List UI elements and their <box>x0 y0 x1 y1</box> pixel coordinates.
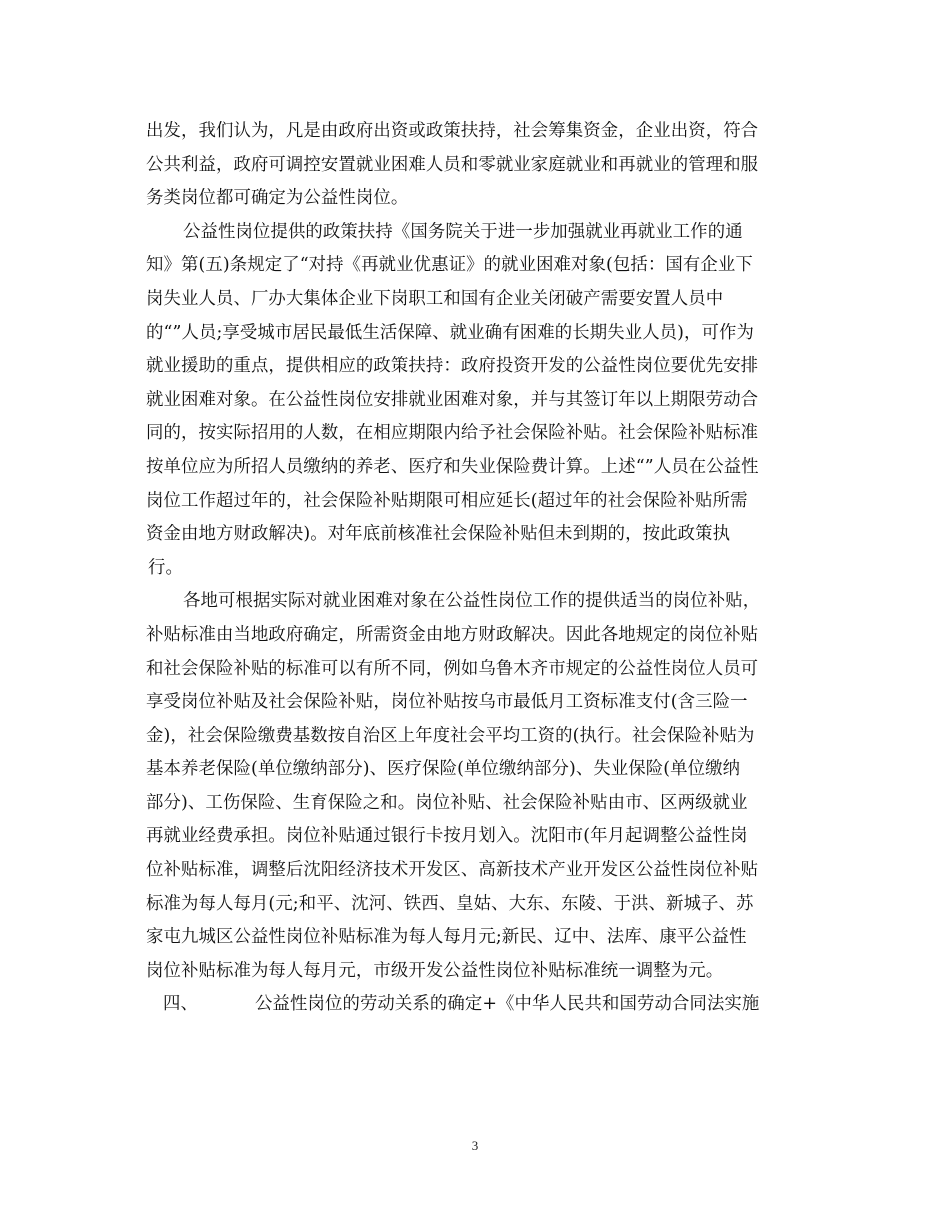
text-line: 标准为每人每月(元;和平、沈河、铁西、皇姑、大东、东陵、于洪、新城子、苏 <box>146 893 754 914</box>
paragraph-start-line: 各地可根据实际对就业困难对象在公益性岗位工作的提供适当的岗位补贴， <box>183 591 761 612</box>
section-number: 四、 <box>163 994 198 1015</box>
text-line: 知》第(五)条规定了“对持《再就业优惠证》的就业困难对象(包括：国有企业下 <box>146 255 753 276</box>
text-line: 按单位应为所招人员缴纳的养老、医疗和失业保险费计算。上述“”人员在公益性 <box>146 456 759 477</box>
text-line: 和社会保险补贴的标准可以有所不同，例如乌鲁木齐市规定的公益性岗位人员可 <box>146 658 759 679</box>
text-line: 补贴标准由当地政府确定，所需资金由地方财政解决。因此各地规定的岗位补贴 <box>146 624 759 645</box>
paragraph-start-line: 公益性岗位提供的政策扶持《国务院关于进一步加强就业再就业工作的通 <box>183 221 743 242</box>
text-line: 公共利益，政府可调控安置就业困难人员和零就业家庭就业和再就业的管理和服 <box>146 154 759 175</box>
text-line: 享受岗位补贴及社会保险补贴，岗位补贴按乌市最低月工资标准支付(含三险一 <box>146 692 748 713</box>
text-line: 的“”人员;享受城市居民最低生活保障、就业确有困难的长期失业人员)，可作为 <box>146 322 755 343</box>
text-line: 金)，社会保险缴费基数按自治区上年度社会平均工资的(执行。社会保险补贴为 <box>146 725 755 746</box>
text-line: 行。 <box>148 557 183 578</box>
text-line: 出发，我们认为，凡是由政府出资或政策扶持，社会筹集资金，企业出资，符合 <box>146 121 759 141</box>
text-line: 岗位工作超过年的，社会保险补贴期限可相应延长(超过年的社会保险补贴所需 <box>146 490 748 511</box>
text-line: 同的，按实际招用的人数，在相应期限内给予社会保险补贴。社会保险补贴标准 <box>146 423 759 444</box>
section-heading <box>146 988 811 1022</box>
page-number: 3 <box>471 1138 479 1153</box>
text-line: 就业援助的重点，提供相应的政策扶持：政府投资开发的公益性岗位要优先安排 <box>146 356 759 377</box>
text-line: 基本养老保险(单位缴纳部分)、医疗保险(单位缴纳部分)、失业保险(单位缴纳 <box>146 759 741 780</box>
text-line: 资金由地方财政解决)。对年底前核准社会保险补贴但未到期的，按此政策执 <box>146 524 731 545</box>
text-line: 岗失业人员、厂办大集体企业下岗职工和国有企业关闭破产需要安置人员中 <box>146 288 724 309</box>
text-line: 家屯九城区公益性岗位补贴标准为每人每月元;新民、辽中、法库、康平公益性 <box>146 927 747 948</box>
text-line: 位补贴标准，调整后沈阳经济技术开发区、高新技术产业开发区公益性岗位补贴 <box>146 860 759 881</box>
text-line: 就业困难对象。在公益性岗位安排就业困难对象，并与其签订年以上期限劳动合 <box>146 389 759 410</box>
section-heading-text: 公益性岗位的劳动关系的确定+《中华人民共和国劳动合同法实施 <box>255 994 760 1015</box>
text-line: 岗位补贴标准为每人每月元，市级开发公益性岗位补贴标准统一调整为元。 <box>146 960 724 981</box>
text-line: 务类岗位都可确定为公益性岗位。 <box>146 188 409 209</box>
text-line: 再就业经费承担。岗位补贴通过银行卡按月划入。沈阳市(年月起调整公益性岗 <box>146 826 748 847</box>
body-text <box>146 115 811 1022</box>
text-line: 部分)、工伤保险、生育保险之和。岗位补贴、社会保险补贴由市、区两级就业 <box>146 792 748 813</box>
